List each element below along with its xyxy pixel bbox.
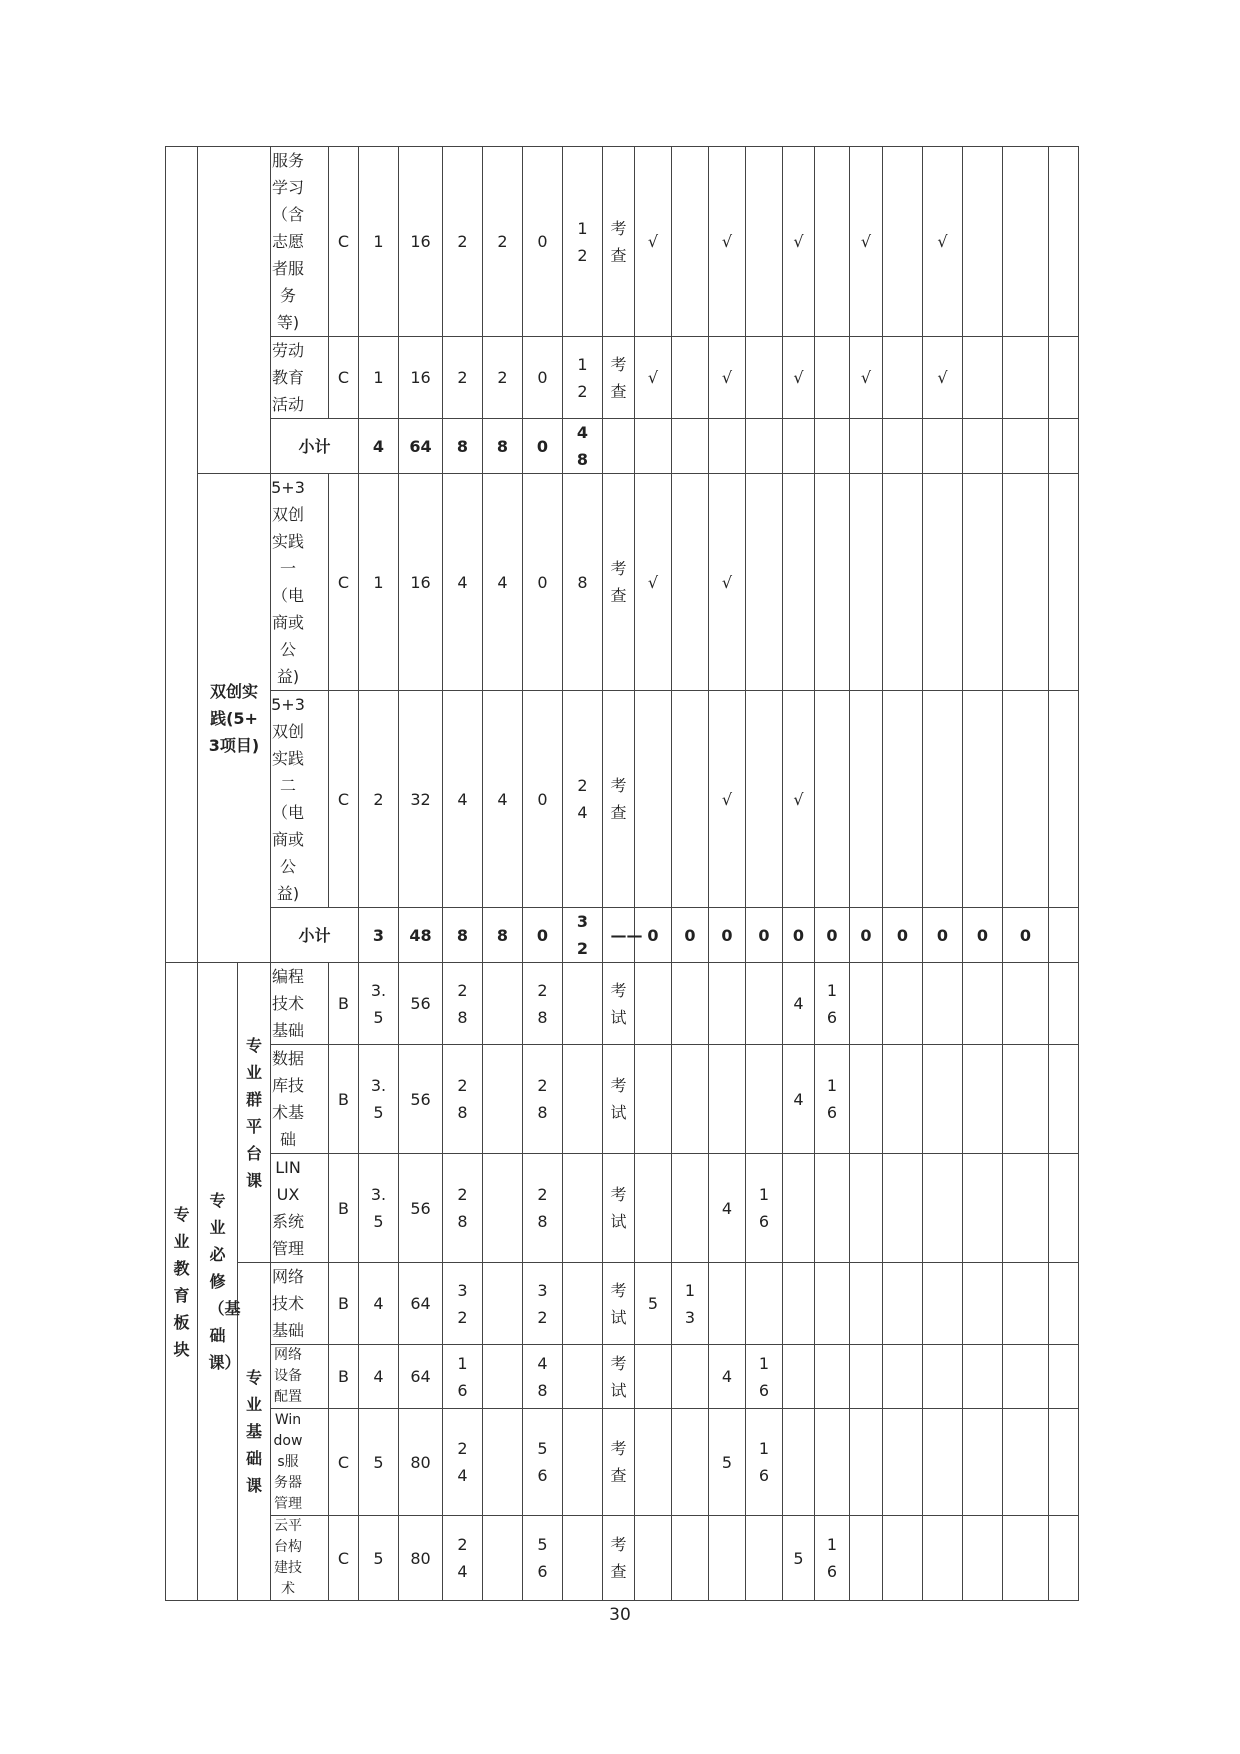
total-hours: 64 — [399, 1345, 443, 1409]
cell — [709, 419, 746, 474]
cell — [672, 1409, 709, 1516]
cell — [815, 474, 850, 691]
cell — [850, 691, 883, 908]
cell: 0 — [815, 908, 850, 963]
cell — [883, 1516, 923, 1601]
cell: 0 — [709, 908, 746, 963]
cell — [850, 419, 883, 474]
cell: 16 — [815, 963, 850, 1045]
cell: √ — [783, 337, 815, 419]
table-row — [166, 1263, 1079, 1345]
assessment: 考试 — [603, 1154, 635, 1263]
credits: 4 — [359, 1263, 399, 1345]
assessment: 考试 — [603, 1045, 635, 1154]
cell — [746, 474, 783, 691]
cell — [672, 474, 709, 691]
cell: √ — [635, 337, 672, 419]
cell — [1003, 1345, 1049, 1409]
cell: 0 — [1003, 908, 1049, 963]
credits: 5 — [359, 1516, 399, 1601]
cell — [635, 1345, 672, 1409]
curriculum-table — [165, 146, 1079, 1601]
cell — [563, 1516, 603, 1601]
cell: √ — [783, 691, 815, 908]
assessment: 考查 — [603, 691, 635, 908]
cell — [883, 1263, 923, 1345]
cell — [850, 1154, 883, 1263]
cell: 48 — [523, 1345, 563, 1409]
cell — [483, 1516, 523, 1601]
cell — [635, 1154, 672, 1263]
table-row — [166, 1516, 1079, 1601]
total-hours: 16 — [399, 474, 443, 691]
cell: 32 — [523, 1263, 563, 1345]
cell: 16 — [746, 1345, 783, 1409]
cell — [709, 1516, 746, 1601]
cell: 8 — [443, 908, 483, 963]
table-row — [166, 691, 1079, 908]
cell — [746, 691, 783, 908]
cell: 0 — [850, 908, 883, 963]
cell — [883, 337, 923, 419]
cell — [672, 963, 709, 1045]
cell — [883, 1154, 923, 1263]
course-type: C — [329, 474, 359, 691]
cell — [923, 691, 963, 908]
table-row — [166, 963, 1079, 1045]
cell — [635, 1045, 672, 1154]
cell: 0 — [523, 147, 563, 337]
cell — [1049, 1263, 1079, 1345]
cell: 48 — [399, 908, 443, 963]
table-row — [166, 1045, 1079, 1154]
cell — [563, 1409, 603, 1516]
cell — [1049, 474, 1079, 691]
cell: 13 — [672, 1263, 709, 1345]
course-name: LINUX系统管理 — [271, 1154, 329, 1263]
cell — [483, 1409, 523, 1516]
cell: 2 — [443, 337, 483, 419]
course-type: C — [329, 147, 359, 337]
table-row — [166, 1154, 1079, 1263]
total-hours: 64 — [399, 1263, 443, 1345]
cell — [815, 147, 850, 337]
course-name: 云平台构建技术 — [271, 1516, 329, 1601]
cell: 8 — [483, 419, 523, 474]
course-type: B — [329, 963, 359, 1045]
cell — [783, 1409, 815, 1516]
cell — [635, 691, 672, 908]
cell — [1049, 1154, 1079, 1263]
cell — [923, 474, 963, 691]
cell: 56 — [523, 1516, 563, 1601]
cell: √ — [709, 147, 746, 337]
cell: 0 — [523, 337, 563, 419]
cell — [483, 1045, 523, 1154]
cell: 28 — [523, 1045, 563, 1154]
cell — [746, 963, 783, 1045]
total-hours: 80 — [399, 1409, 443, 1516]
course-type: C — [329, 1409, 359, 1516]
cell — [603, 419, 635, 474]
cell — [1003, 691, 1049, 908]
basic-course-label: 专业基础课 — [238, 1263, 271, 1601]
total-hours: 56 — [399, 1154, 443, 1263]
assessment: 考查 — [603, 147, 635, 337]
assessment: 考查 — [603, 1516, 635, 1601]
cell: 5 — [635, 1263, 672, 1345]
cell: 0 — [635, 908, 672, 963]
cell — [963, 474, 1003, 691]
course-type: C — [329, 1516, 359, 1601]
cell — [1003, 1263, 1049, 1345]
cell — [963, 147, 1003, 337]
credits: 1 — [359, 147, 399, 337]
cell: √ — [635, 474, 672, 691]
cell: 2 — [483, 337, 523, 419]
cell: 16 — [746, 1409, 783, 1516]
cell: 8 — [563, 474, 603, 691]
cell — [563, 1263, 603, 1345]
cell — [709, 963, 746, 1045]
cell: 0 — [523, 691, 563, 908]
subtotal-label: 小计 — [271, 419, 359, 474]
cell: 4 — [359, 419, 399, 474]
total-hours: 16 — [399, 147, 443, 337]
cell: 28 — [443, 963, 483, 1045]
cell: 0 — [523, 474, 563, 691]
cell — [850, 1516, 883, 1601]
total-hours: 80 — [399, 1516, 443, 1601]
cell: 0 — [523, 419, 563, 474]
cell: 28 — [523, 1154, 563, 1263]
cell: 24 — [443, 1409, 483, 1516]
cell — [923, 1516, 963, 1601]
cell — [1049, 691, 1079, 908]
cell — [1003, 147, 1049, 337]
cell: 28 — [523, 963, 563, 1045]
assessment: 考试 — [603, 963, 635, 1045]
cell — [963, 1045, 1003, 1154]
cell — [1003, 1409, 1049, 1516]
cell: 4 — [709, 1154, 746, 1263]
cell — [672, 1045, 709, 1154]
course-name: 服务学习（含志愿者服务等) — [271, 147, 329, 337]
cell — [850, 1409, 883, 1516]
cell — [850, 1045, 883, 1154]
table-row — [166, 474, 1079, 691]
assessment: 考试 — [603, 1345, 635, 1409]
course-type: B — [329, 1154, 359, 1263]
cell — [850, 963, 883, 1045]
cell — [483, 1345, 523, 1409]
course-name: 网络技术基础 — [271, 1263, 329, 1345]
cell — [1049, 147, 1079, 337]
credits: 1 — [359, 337, 399, 419]
cell: 24 — [443, 1516, 483, 1601]
cell — [1003, 474, 1049, 691]
cell — [1049, 1345, 1079, 1409]
total-hours: 32 — [399, 691, 443, 908]
table-row — [166, 1345, 1079, 1409]
innovation-practice-label: 双创实践(5+3项目) — [198, 474, 271, 963]
subtotal-label: 小计 — [271, 908, 359, 963]
cell — [1049, 1516, 1079, 1601]
cell — [923, 1045, 963, 1154]
credits: 2 — [359, 691, 399, 908]
cell — [883, 963, 923, 1045]
cell: 2 — [483, 147, 523, 337]
cell — [709, 1263, 746, 1345]
cell: 32 — [563, 908, 603, 963]
cell — [635, 1409, 672, 1516]
cell — [783, 1263, 815, 1345]
cell: 8 — [443, 419, 483, 474]
course-name: Windows服务器管理 — [271, 1409, 329, 1516]
cell: 0 — [523, 908, 563, 963]
course-type: B — [329, 1345, 359, 1409]
course-type: B — [329, 1045, 359, 1154]
cell: 0 — [883, 908, 923, 963]
course-type: B — [329, 1263, 359, 1345]
cell — [1003, 1045, 1049, 1154]
cell: 16 — [443, 1345, 483, 1409]
cell: 4 — [783, 963, 815, 1045]
cell: 16 — [746, 1154, 783, 1263]
cell: √ — [709, 474, 746, 691]
cell: 28 — [443, 1045, 483, 1154]
cell: 2 — [443, 147, 483, 337]
cell — [483, 1154, 523, 1263]
cell — [563, 963, 603, 1045]
cell — [883, 1345, 923, 1409]
cell — [746, 147, 783, 337]
cell — [815, 1263, 850, 1345]
cell: 12 — [563, 147, 603, 337]
cell: 4 — [483, 691, 523, 908]
assessment: 考试 — [603, 1263, 635, 1345]
credits: 3.5 — [359, 1154, 399, 1263]
cell: 48 — [563, 419, 603, 474]
cell — [1049, 419, 1079, 474]
cell — [1049, 337, 1079, 419]
course-name: 5+3双创实践二（电商或公益) — [271, 691, 329, 908]
assessment: 考查 — [603, 1409, 635, 1516]
cell: √ — [850, 147, 883, 337]
cell: 16 — [815, 1516, 850, 1601]
cell — [883, 419, 923, 474]
cell — [563, 1345, 603, 1409]
cell — [815, 1345, 850, 1409]
cell: 4 — [483, 474, 523, 691]
cell — [1003, 337, 1049, 419]
cell — [850, 1345, 883, 1409]
credits: 3.5 — [359, 1045, 399, 1154]
credits: 1 — [359, 474, 399, 691]
total-hours: 56 — [399, 963, 443, 1045]
cell: √ — [709, 691, 746, 908]
cell — [672, 419, 709, 474]
cell — [1049, 963, 1079, 1045]
cell — [635, 419, 672, 474]
cell: 3 — [359, 908, 399, 963]
cell — [746, 1045, 783, 1154]
cell — [483, 963, 523, 1045]
cell: —— — [603, 908, 635, 963]
cell — [483, 1263, 523, 1345]
cell — [783, 474, 815, 691]
cell — [963, 419, 1003, 474]
cell — [709, 1045, 746, 1154]
cell — [635, 1516, 672, 1601]
group-platform-label: 专业群平台课 — [238, 963, 271, 1263]
table-row — [166, 1409, 1079, 1516]
cell: 4 — [783, 1045, 815, 1154]
cell: 5 — [709, 1409, 746, 1516]
cell — [672, 1154, 709, 1263]
cell — [672, 1345, 709, 1409]
credits: 3.5 — [359, 963, 399, 1045]
cell — [746, 1263, 783, 1345]
credits: 5 — [359, 1409, 399, 1516]
cell — [963, 1154, 1003, 1263]
table-row — [166, 147, 1079, 337]
cell: 28 — [443, 1154, 483, 1263]
total-hours: 56 — [399, 1045, 443, 1154]
cell: 32 — [443, 1263, 483, 1345]
cell — [815, 419, 850, 474]
cell: 0 — [672, 908, 709, 963]
cell: 4 — [443, 691, 483, 908]
cell — [963, 963, 1003, 1045]
course-name: 5+3双创实践一（电商或公益) — [271, 474, 329, 691]
cell — [963, 1263, 1003, 1345]
cell — [672, 337, 709, 419]
cell — [923, 1263, 963, 1345]
cell — [850, 474, 883, 691]
cell — [815, 337, 850, 419]
cell — [883, 1045, 923, 1154]
cell — [1003, 1516, 1049, 1601]
cell — [923, 1345, 963, 1409]
cell — [1049, 1045, 1079, 1154]
cell — [883, 474, 923, 691]
course-type: C — [329, 337, 359, 419]
cell: 0 — [783, 908, 815, 963]
block-cell-upper — [198, 147, 271, 474]
cell — [1003, 1154, 1049, 1263]
cell: 12 — [563, 337, 603, 419]
assessment: 考查 — [603, 337, 635, 419]
credits: 4 — [359, 1345, 399, 1409]
cell — [923, 1409, 963, 1516]
cell: 64 — [399, 419, 443, 474]
cell: √ — [783, 147, 815, 337]
assessment: 考查 — [603, 474, 635, 691]
major-required-label: 专业必修（基础课） — [198, 963, 238, 1601]
cell: 8 — [483, 908, 523, 963]
subtotal-row — [166, 419, 1079, 474]
professional-education-label: 专业教育板块 — [166, 963, 198, 1601]
cell: √ — [709, 337, 746, 419]
cell: 24 — [563, 691, 603, 908]
cell — [1049, 908, 1079, 963]
cell: 0 — [963, 908, 1003, 963]
cell — [963, 337, 1003, 419]
cell — [746, 337, 783, 419]
cell — [815, 1154, 850, 1263]
cell: 56 — [523, 1409, 563, 1516]
cell: 0 — [746, 908, 783, 963]
cell — [963, 1345, 1003, 1409]
course-name: 数据库技术基础 — [271, 1045, 329, 1154]
course-name: 劳动教育活动 — [271, 337, 329, 419]
cell: 4 — [709, 1345, 746, 1409]
subtotal-row — [166, 908, 1079, 963]
cell — [563, 1154, 603, 1263]
cell — [783, 1154, 815, 1263]
cell — [563, 1045, 603, 1154]
cell — [1003, 963, 1049, 1045]
cell: √ — [923, 337, 963, 419]
cell — [672, 691, 709, 908]
cell: √ — [923, 147, 963, 337]
cell — [1049, 1409, 1079, 1516]
cell: 5 — [783, 1516, 815, 1601]
cell — [850, 1263, 883, 1345]
cell — [883, 691, 923, 908]
cell — [746, 1516, 783, 1601]
course-name: 编程技术基础 — [271, 963, 329, 1045]
cell — [1003, 419, 1049, 474]
cell — [963, 691, 1003, 908]
cell: 0 — [923, 908, 963, 963]
cell — [783, 419, 815, 474]
cell: 16 — [815, 1045, 850, 1154]
cell — [815, 691, 850, 908]
cell — [883, 147, 923, 337]
left-border-cell — [166, 147, 198, 963]
cell — [783, 1345, 815, 1409]
page-number: 30 — [609, 1605, 631, 1625]
course-name: 网络设备配置 — [271, 1345, 329, 1409]
cell — [923, 419, 963, 474]
table-row — [166, 337, 1079, 419]
cell — [883, 1409, 923, 1516]
cell — [963, 1516, 1003, 1601]
course-type: C — [329, 691, 359, 908]
cell — [635, 963, 672, 1045]
cell: √ — [850, 337, 883, 419]
cell: 4 — [443, 474, 483, 691]
cell — [923, 1154, 963, 1263]
total-hours: 16 — [399, 337, 443, 419]
cell — [672, 1516, 709, 1601]
cell: √ — [635, 147, 672, 337]
cell — [746, 419, 783, 474]
cell — [963, 1409, 1003, 1516]
cell — [815, 1409, 850, 1516]
cell — [923, 963, 963, 1045]
cell — [672, 147, 709, 337]
